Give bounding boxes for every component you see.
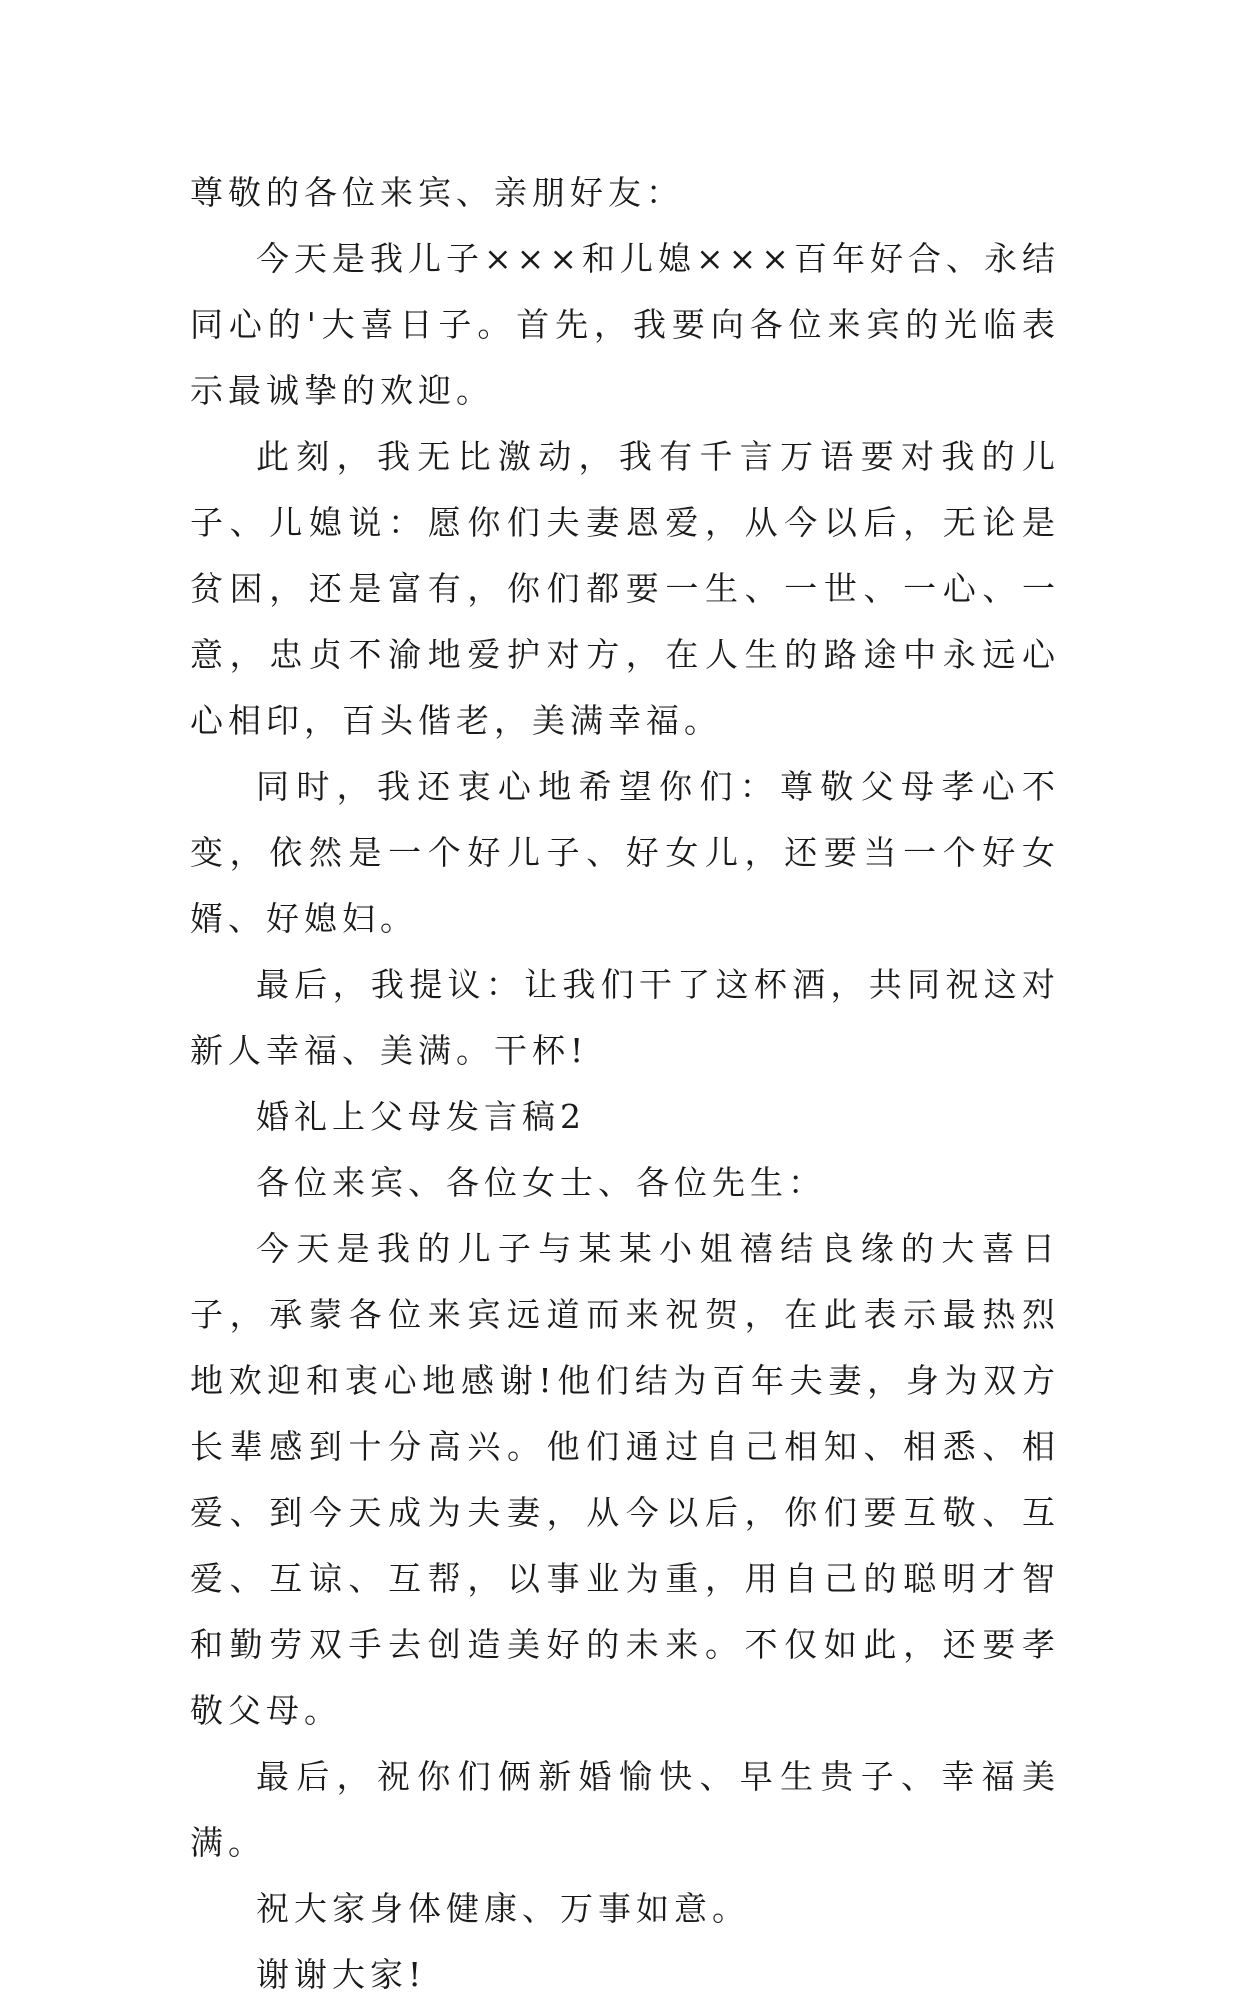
greeting-paragraph: 尊敬的各位来宾、亲朋好友： <box>190 173 684 212</box>
body-paragraph: 今天是我儿子×××和儿媳×××百年好合、永结同心的'大喜日子。首先，我要向各位来宾的光临表示最诚挚的欢迎。 <box>190 239 1060 410</box>
body-paragraph: 此刻，我无比激动，我有千言万语要对我的儿子、儿媳说：愿你们夫妻恩爱，从今以后，无论是贫困，还是富有，你们都要一生、一世、一心、一意，忠贞不渝地爱护对方，在人生的路途中永远心心相印，百头偕老，美满幸福。 <box>190 437 1060 740</box>
body-paragraph: 同时，我还衷心地希望你们：尊敬父母孝心不变，依然是一个好儿子、好女儿，还要当一个好女婿、好媳妇。 <box>190 767 1060 938</box>
section-heading: 婚礼上父母发言稿2 <box>256 1097 586 1136</box>
closing-paragraph: 谢谢大家! <box>256 1955 427 1994</box>
body-paragraph: 最后，我提议：让我们干了这杯酒，共同祝这对新人幸福、美满。干杯! <box>190 965 1060 1070</box>
body-paragraph: 今天是我的儿子与某某小姐禧结良缘的大喜日子，承蒙各位来宾远道而来祝贺，在此表示最热烈地欢迎和衷心地感谢!他们结为百年夫妻，身为双方长辈感到十分高兴。他们通过自己相知、相悉、相爱、到今天成为夫妻，从今以后，你们要互敬、互爱、互谅、互帮，以事业为重，用自己的聪明才智和勤劳双手去创造美好的未来。不仅如此，还要孝敬父母。 <box>190 1229 1060 1730</box>
body-paragraph: 最后，祝你们俩新婚愉快、早生贵子、幸福美满。 <box>190 1757 1060 1862</box>
body-paragraph: 祝大家身体健康、万事如意。 <box>256 1889 750 1928</box>
greeting-paragraph: 各位来宾、各位女士、各位先生： <box>256 1163 826 1202</box>
document-body <box>190 160 1060 2008</box>
